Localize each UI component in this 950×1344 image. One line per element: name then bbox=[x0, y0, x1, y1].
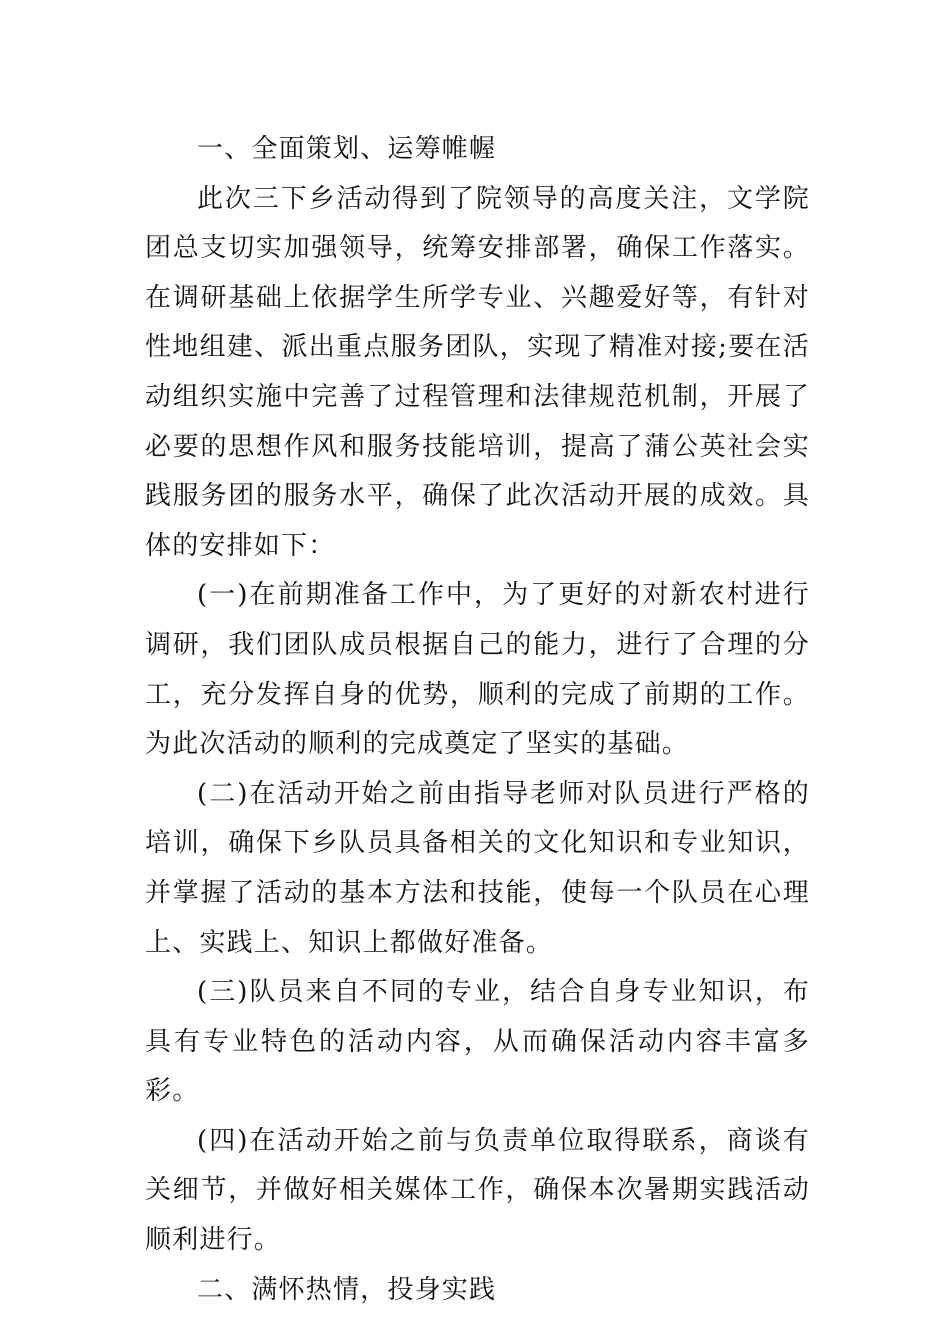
body-paragraph-intro: 此次三下乡活动得到了院领导的高度关注，文学院团总支切实加强领导，统筹安排部署，确保工作落实。在调研基础上依据学生所学专业、兴趣爱好等，有针对性地组建、派出重点服务团队，实现了精准对接;要在活动组织实施中完善了过程管理和法律规范机制，开展了必要的思想作风和服务技能培训，提高了蒲公英社会实践服务团的服务水平，确保了此次活动开展的成效。具体的安排如下： bbox=[145, 183, 810, 561]
body-paragraph-item-2: (二)在活动开始之前由指导老师对队员进行严格的培训，确保下乡队员具备相关的文化知识和专业知识，并掌握了活动的基本方法和技能，使每一个队员在心理上、实践上、知识上都做好准备。 bbox=[145, 778, 810, 958]
body-paragraph-item-4: (四)在活动开始之前与负责单位取得联系，商谈有关细节，并做好相关媒体工作，确保本次暑期实践活动顺利进行。 bbox=[145, 1125, 810, 1256]
body-paragraph-item-1: (一)在前期准备工作中，为了更好的对新农村进行调研，我们团队成员根据自己的能力，进行了合理的分工，充分发挥自身的优势，顺利的完成了前期的工作。为此次活动的顺利的完成奠定了坚实的基础。 bbox=[145, 580, 810, 760]
section-heading-1: 一、全面策划、运筹帷幄 bbox=[197, 134, 497, 164]
section-heading-2: 二、满怀热情，投身实践 bbox=[197, 1274, 497, 1305]
body-paragraph-item-3: (三)队员来自不同的专业，结合自身专业知识，布具有专业特色的活动内容，从而确保活动内容丰富多彩。 bbox=[145, 977, 810, 1107]
